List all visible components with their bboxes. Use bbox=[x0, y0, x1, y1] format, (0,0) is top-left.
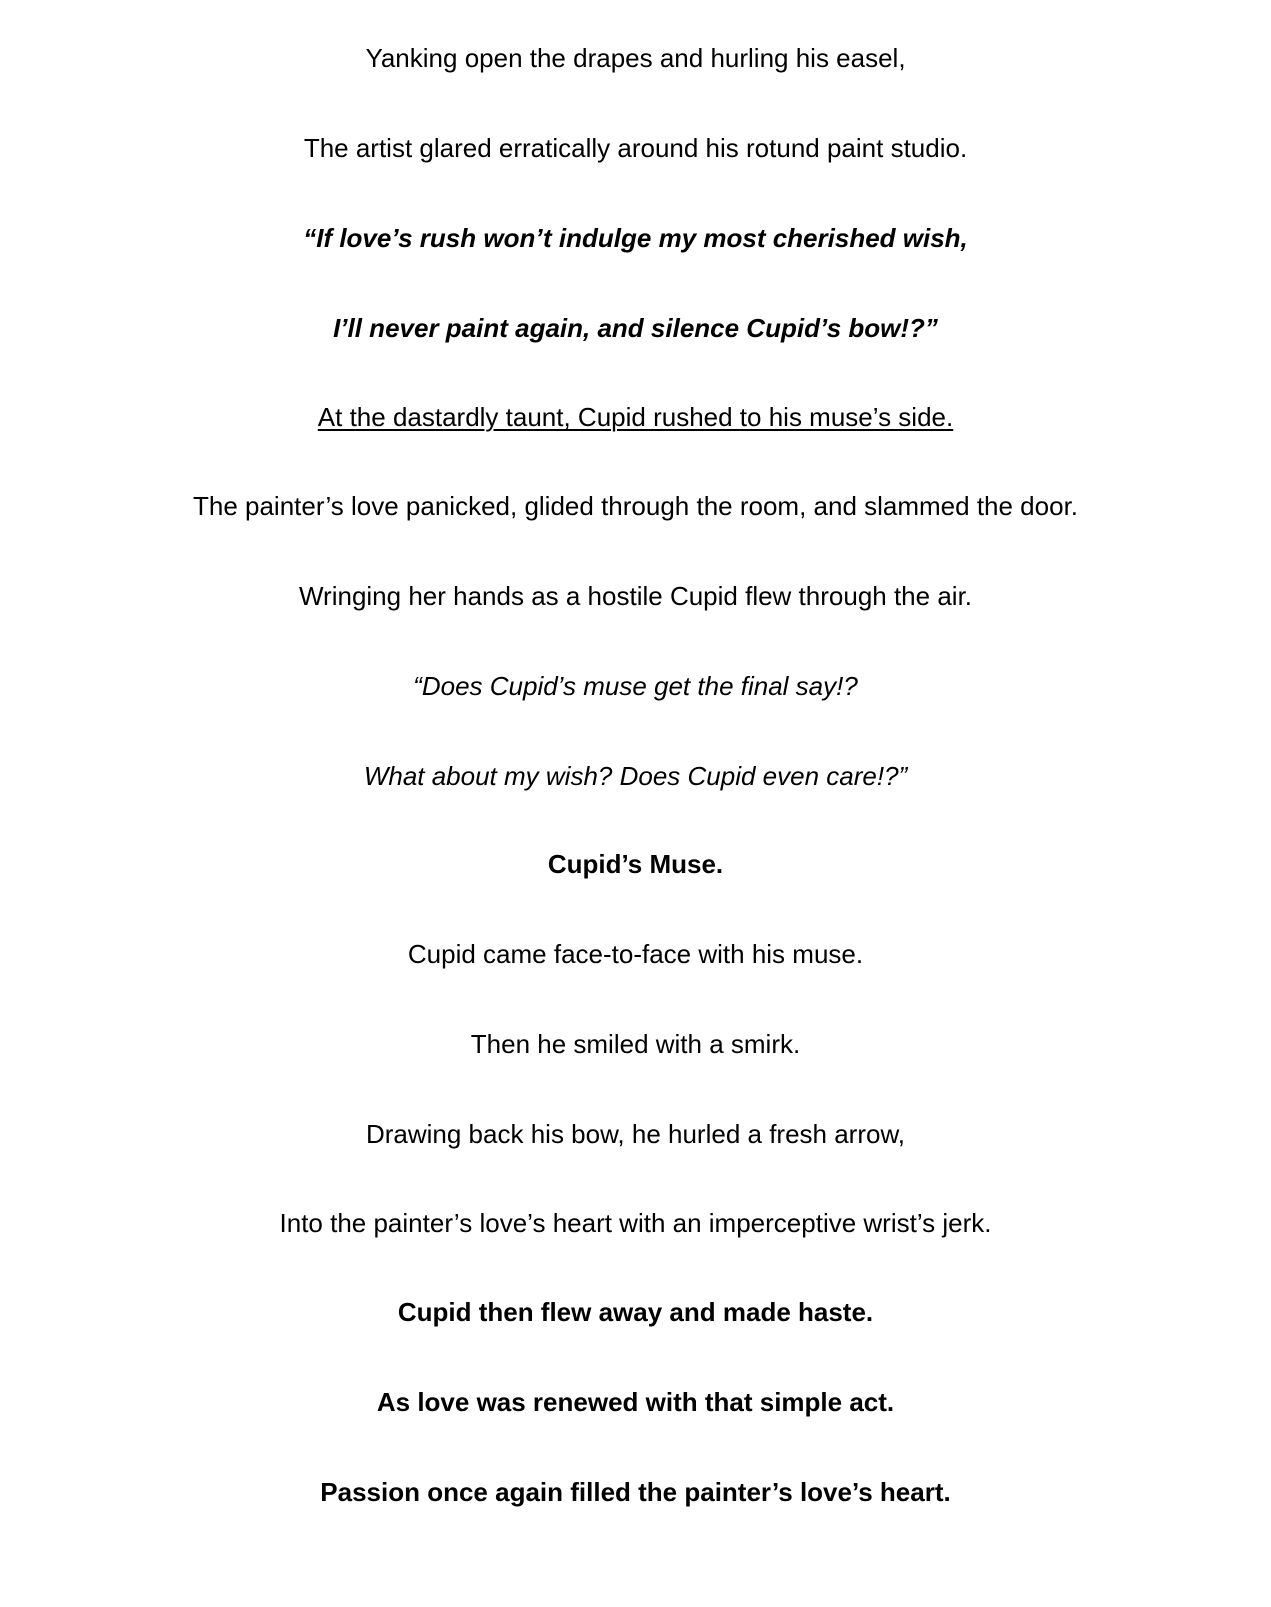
poem-line: Cupid came face-to-face with his muse. bbox=[407, 939, 864, 969]
poem-line: Cupid then flew away and made haste. bbox=[397, 1297, 874, 1327]
underlined-text: At the dastardly taunt, Cupid rushed to his muse’s side. bbox=[317, 402, 954, 432]
poem-line: “If love’s rush won’t indulge my most cherished wish, bbox=[303, 223, 968, 253]
poem-line: The artist glared erratically around his rotund paint studio. bbox=[303, 133, 968, 163]
poem-line: Yanking open the drapes and hurling his easel, bbox=[365, 43, 906, 73]
poem-line: Passion once again filled the painter’s love’s heart. bbox=[320, 1477, 951, 1507]
poem-line: What about my wish? Does Cupid even care!?” bbox=[363, 761, 908, 791]
poem-line: The painter’s love panicked, glided through the room, and slammed the door. bbox=[192, 491, 1079, 521]
poem-line: Drawing back his bow, he hurled a fresh arrow, bbox=[365, 1119, 906, 1149]
section-heading: Cupid’s Muse. bbox=[547, 849, 724, 879]
poem-line-underlined bbox=[0, 400, 1271, 434]
poem-line: Into the painter’s love’s heart with an imperceptive wrist’s jerk. bbox=[279, 1208, 992, 1238]
poem-line: I’ll never paint again, and silence Cupid’s bow!?” bbox=[333, 313, 938, 343]
poem-line: Then he smiled with a smirk. bbox=[470, 1029, 801, 1059]
poem-line: Wringing her hands as a hostile Cupid flew through the air. bbox=[298, 581, 973, 611]
poem-line: As love was renewed with that simple act. bbox=[376, 1387, 895, 1417]
poem-line: “Does Cupid’s muse get the final say!? bbox=[413, 671, 858, 701]
